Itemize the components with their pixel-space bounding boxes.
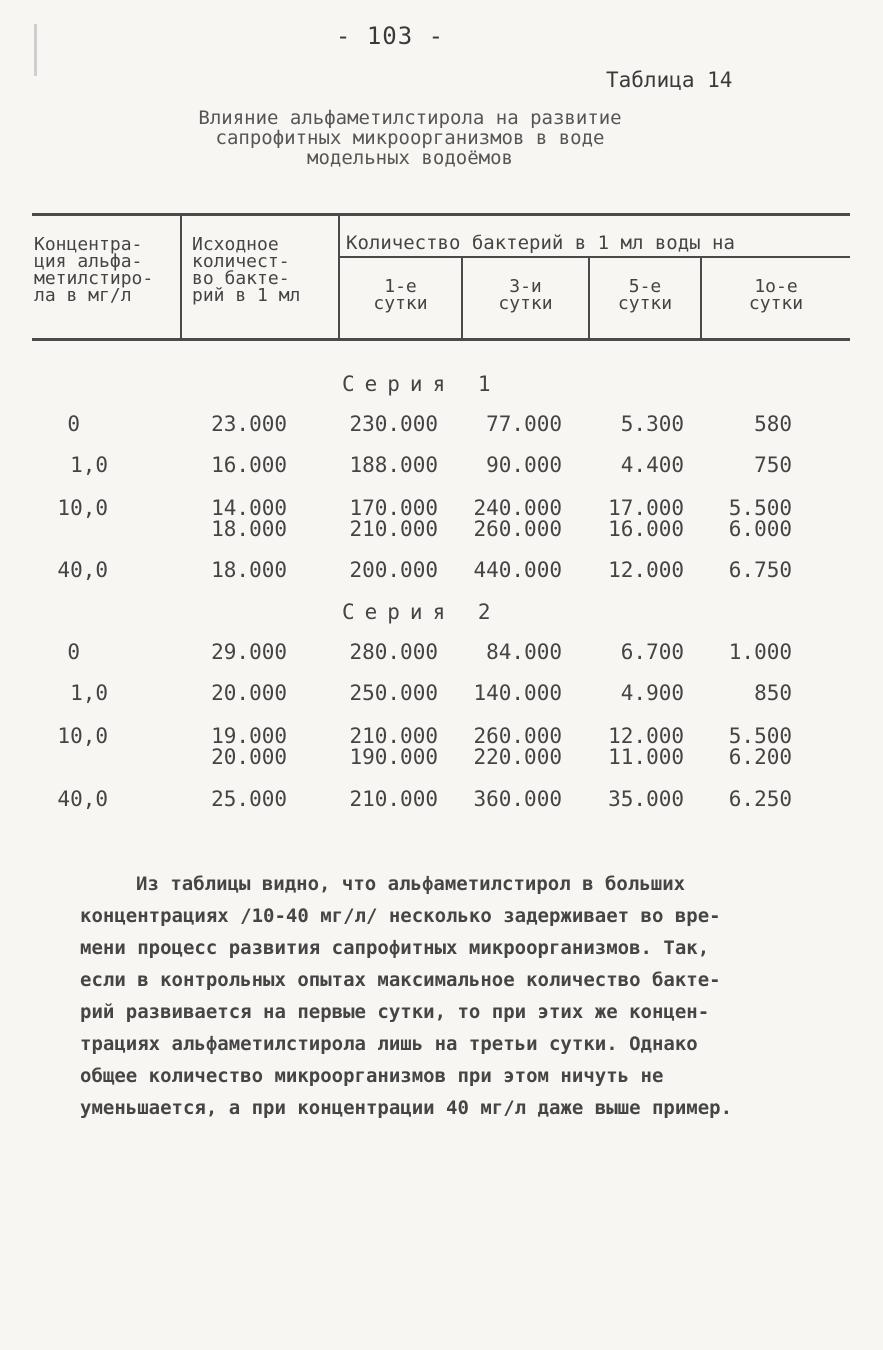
value-cell: 6.250 — [728, 787, 792, 811]
header-line: количест- — [192, 251, 290, 272]
value-cell: 25.000 — [211, 787, 287, 811]
series-label: Серия 1 — [342, 372, 501, 396]
concentration-cell: 1,0 — [70, 681, 108, 705]
paragraph-line: рий развивается на первые сутки, то при этих же концен- — [80, 1001, 710, 1023]
value-cell: 6.200 — [728, 745, 792, 769]
column-divider — [338, 216, 340, 340]
value-cell: 190.000 — [349, 745, 438, 769]
value-cell: 4.400 — [620, 453, 684, 477]
value-cell: 18.000 — [211, 558, 287, 582]
value-cell: 750 — [754, 453, 792, 477]
value-cell: 4.900 — [620, 681, 684, 705]
header-line: 3-и — [509, 276, 542, 297]
value-cell: 90.000 — [486, 453, 562, 477]
header-line: сутки — [373, 293, 428, 314]
value-cell: 210.000 — [349, 787, 438, 811]
concentration-cell: 40,0 — [57, 787, 108, 811]
title-line: сапрофитных микроорганизмов в воде — [215, 127, 605, 149]
table-group-rule — [340, 256, 850, 258]
value-cell: 20.000 — [211, 681, 287, 705]
paragraph-line: уменьшается, а при концентрации 40 мг/л даже выше пример. — [80, 1097, 733, 1119]
value-cell: 188.000 — [349, 453, 438, 477]
concentration-cell: 40,0 — [57, 558, 108, 582]
value-cell: 250.000 — [349, 681, 438, 705]
header-line: сутки — [498, 293, 553, 314]
paragraph-line: общее количество микроорганизмов при этом ничуть не — [80, 1065, 664, 1087]
table-label: Таблица 14 — [606, 68, 733, 92]
value-cell: 16.000 — [211, 453, 287, 477]
header-line: ция альфа- — [34, 251, 143, 272]
header-day-5 — [592, 278, 698, 312]
value-cell: 6.700 — [620, 640, 684, 664]
header-line: 1о-е — [754, 276, 798, 297]
header-line: Исходное — [192, 234, 279, 255]
header-concentration — [34, 236, 153, 304]
value-cell: 280.000 — [349, 640, 438, 664]
value-cell: 20.000 — [211, 745, 287, 769]
value-cell: 5.500 — [728, 496, 792, 520]
value-cell: 5.300 — [620, 412, 684, 436]
paragraph-line: мени процесс развития сапрофитных микроорганизмов. Так, — [80, 937, 710, 959]
value-cell: 77.000 — [486, 412, 562, 436]
header-initial — [192, 236, 300, 304]
table-title — [140, 108, 680, 168]
value-cell: 5.500 — [728, 724, 792, 748]
value-cell: 210.000 — [349, 517, 438, 541]
concentration-cell: 10,0 — [57, 496, 108, 520]
value-cell: 84.000 — [486, 640, 562, 664]
header-group: Количество бактерий в 1 мл воды на — [346, 232, 735, 254]
value-cell: 16.000 — [608, 517, 684, 541]
value-cell: 440.000 — [473, 558, 562, 582]
column-divider — [588, 258, 590, 340]
value-cell: 230.000 — [349, 412, 438, 436]
value-cell: 35.000 — [608, 787, 684, 811]
value-cell: 14.000 — [211, 496, 287, 520]
column-divider — [461, 258, 463, 340]
value-cell: 6.750 — [728, 558, 792, 582]
header-line: рий в 1 мл — [192, 285, 301, 306]
table-top-rule — [32, 213, 850, 216]
value-cell: 200.000 — [349, 558, 438, 582]
header-day-3 — [465, 278, 586, 312]
paragraph-line: Из таблицы видно, что альфаметилстирол в больших — [136, 873, 686, 895]
value-cell: 170.000 — [349, 496, 438, 520]
header-line: ла в мг/л — [34, 285, 132, 306]
value-cell: 11.000 — [608, 745, 684, 769]
value-cell: 220.000 — [473, 745, 562, 769]
concentration-cell: 1,0 — [70, 453, 108, 477]
value-cell: 580 — [754, 412, 792, 436]
paragraph-line: трациях альфаметилстирола лишь на третьи сутки. Однако — [80, 1033, 698, 1055]
concentration-cell: 0 — [67, 412, 80, 436]
value-cell: 360.000 — [473, 787, 562, 811]
value-cell: 23.000 — [211, 412, 287, 436]
concentration-cell: 10,0 — [57, 724, 108, 748]
value-cell: 260.000 — [473, 517, 562, 541]
header-day-10 — [704, 278, 848, 312]
title-line: Влияние альфаметилстирола на развитие — [198, 107, 622, 129]
header-line: метилстиро- — [34, 268, 154, 289]
body-paragraph — [80, 868, 732, 1124]
paragraph-line: концентрациях /10-40 мг/л/ несколько задерживает во вре- — [80, 905, 721, 927]
value-cell: 18.000 — [211, 517, 287, 541]
header-line: сутки — [617, 293, 673, 314]
header-day-1 — [342, 278, 459, 312]
page-number: - 103 - — [335, 22, 445, 50]
value-cell: 6.000 — [728, 517, 792, 541]
header-line: 1-е — [384, 276, 417, 297]
paragraph-line: если в контрольных опытах максимальное количество бакте- — [80, 969, 721, 991]
title-line: модельных водоёмов — [307, 147, 513, 169]
value-cell: 140.000 — [473, 681, 562, 705]
table-header-rule — [32, 338, 850, 341]
header-line: во бакте- — [192, 268, 290, 289]
value-cell: 12.000 — [608, 724, 684, 748]
column-divider — [700, 258, 702, 340]
value-cell: 1.000 — [728, 640, 792, 664]
header-line: Концентра- — [34, 234, 143, 255]
value-cell: 29.000 — [211, 640, 287, 664]
value-cell: 210.000 — [349, 724, 438, 748]
column-divider — [180, 216, 182, 340]
value-cell: 12.000 — [608, 558, 684, 582]
value-cell: 19.000 — [211, 724, 287, 748]
concentration-cell: 0 — [67, 640, 80, 664]
header-line: 5-е — [628, 276, 662, 297]
value-cell: 260.000 — [473, 724, 562, 748]
value-cell: 240.000 — [473, 496, 562, 520]
value-cell: 850 — [754, 681, 792, 705]
header-line: сутки — [748, 293, 804, 314]
value-cell: 17.000 — [608, 496, 684, 520]
series-label: Серия 2 — [342, 600, 501, 624]
